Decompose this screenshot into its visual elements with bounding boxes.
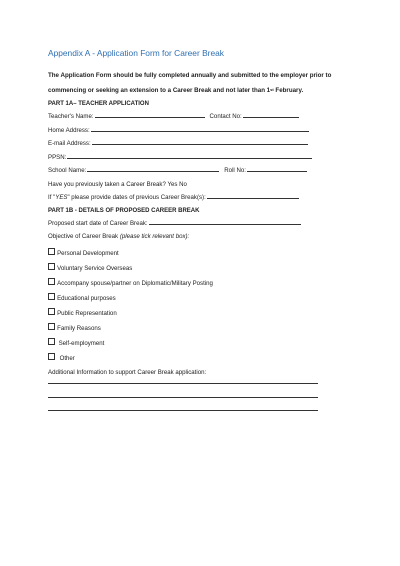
teacher-name-row: [48, 110, 360, 124]
objective-label: [48, 230, 189, 244]
email-address-label: E-mail Address:: [48, 140, 91, 147]
email-address-row: [48, 137, 360, 151]
ppsn-row: [48, 151, 360, 165]
option-label: Self-employment: [58, 339, 105, 347]
additional-info-row: [48, 366, 360, 380]
option-personal-development[interactable]: [48, 246, 360, 261]
home-address-label: Home Address:: [48, 126, 90, 134]
intro-line-1: The Application Form should be fully completed annually and submitted to the employer prior to: [48, 72, 332, 79]
additional-info-line-3[interactable]: [48, 398, 318, 412]
previous-break-question: Have you previously taken a Career Break? Yes No: [48, 180, 187, 188]
previous-dates-prefix: If ": [48, 194, 56, 201]
ppsn-field[interactable]: [67, 151, 312, 159]
objective-text: Objective of Career Break: [48, 233, 120, 240]
option-educational-purposes[interactable]: [48, 291, 360, 306]
option-self-employment[interactable]: [48, 336, 360, 351]
checkbox-icon[interactable]: [48, 263, 55, 270]
previous-dates-field[interactable]: [207, 191, 299, 199]
intro-line-2-end: February.: [273, 87, 304, 94]
roll-no-label: Roll No:: [224, 167, 246, 174]
checkbox-icon[interactable]: [48, 338, 55, 345]
roll-no-field[interactable]: [247, 164, 307, 172]
additional-info-label: Additional Information to support Career Break application:: [48, 368, 207, 376]
option-label: Other: [59, 354, 75, 362]
option-label: Accompany spouse/partner on Diplomatic/Military Posting: [57, 279, 213, 287]
checkbox-icon[interactable]: [48, 353, 55, 360]
objective-hint: (please tick relevant box):: [119, 233, 190, 240]
checkbox-icon[interactable]: [48, 323, 55, 330]
option-label: Personal Development: [57, 249, 119, 257]
teacher-name-field[interactable]: [95, 110, 205, 118]
option-public-representation[interactable]: [48, 306, 360, 321]
intro-line-2-text: commencing or seeking an extension to a Career Break and not later than 1: [48, 87, 271, 94]
start-date-row: [48, 217, 360, 231]
part-1a-heading: PART 1A– TEACHER APPLICATION: [48, 101, 149, 107]
objective-row: [48, 230, 360, 244]
contact-no-label: Contact No:: [209, 113, 242, 120]
previous-dates-label: [48, 191, 206, 205]
form-title: Appendix A - Application Form for Career Break: [48, 48, 224, 58]
previous-break-row: [48, 178, 360, 192]
school-name-label: School Name:: [48, 167, 87, 174]
start-date-field[interactable]: [149, 217, 301, 225]
option-label: Voluntary Service Overseas: [57, 264, 133, 272]
option-family-reasons[interactable]: [48, 321, 360, 336]
intro-superscript: st: [270, 87, 274, 92]
option-label: Educational purposes: [57, 294, 116, 302]
checkbox-icon[interactable]: [48, 308, 55, 315]
previous-dates-suffix: " please provide dates of previous Career Break(s):: [67, 194, 206, 201]
checkbox-icon[interactable]: [48, 278, 55, 285]
previous-dates-row: [48, 191, 360, 205]
option-label: Family Reasons: [57, 324, 101, 332]
teacher-name-label: Teacher's Name:: [48, 113, 94, 120]
home-address-field[interactable]: [91, 124, 309, 132]
option-accompany-spouse[interactable]: [48, 276, 360, 291]
option-voluntary-service[interactable]: [48, 261, 360, 276]
additional-info-line-2[interactable]: [48, 384, 318, 398]
ppsn-label: PPSN:: [48, 153, 67, 161]
school-name-field[interactable]: [87, 164, 219, 172]
start-date-label: Proposed start date of Career Break:: [48, 219, 148, 227]
option-other[interactable]: [48, 351, 360, 366]
checkbox-icon[interactable]: [48, 293, 55, 300]
part-1b-heading: PART 1B - DETAILS OF PROPOSED CAREER BREAK: [48, 207, 200, 214]
checkbox-icon[interactable]: [48, 248, 55, 255]
option-label: Public Representation: [57, 309, 117, 317]
home-address-row: [48, 124, 360, 138]
previous-dates-yes: YES: [55, 194, 68, 201]
school-name-row: [48, 164, 360, 178]
email-address-field[interactable]: [92, 137, 308, 145]
contact-no-field[interactable]: [243, 110, 299, 118]
intro-line-2: [48, 83, 360, 98]
